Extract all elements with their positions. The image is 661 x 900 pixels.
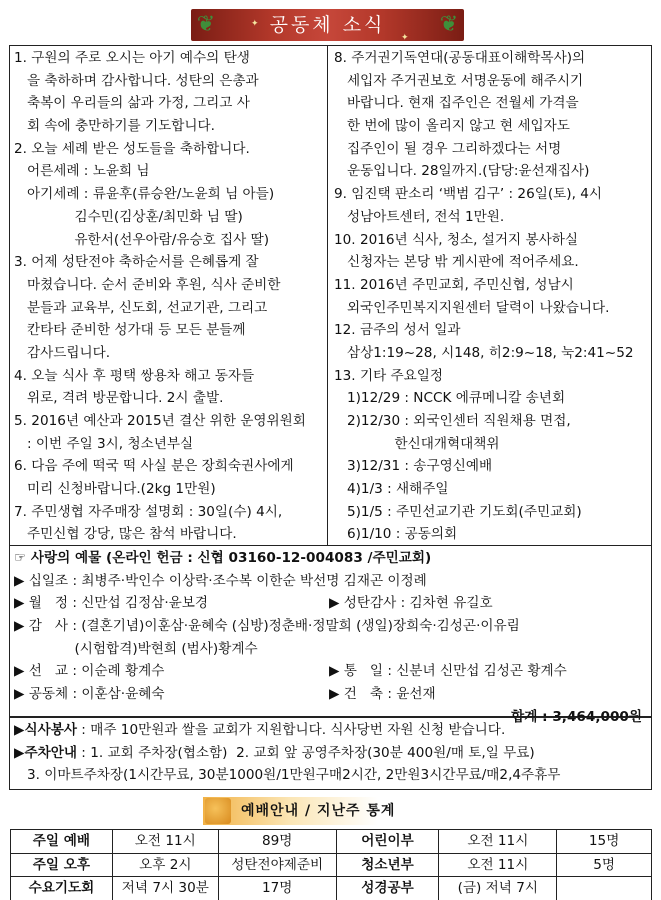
meal-notice-label: ▶식사봉사 <box>14 722 77 738</box>
service-name-cell: 수요기도회 <box>11 877 113 900</box>
worship-title: 예배안내 / 지난주 통계 <box>241 802 396 819</box>
service-info-cell: 오전 11시 <box>112 830 218 854</box>
offering-entry: ▶ 감 사 : (결혼기념)이훈삼·윤혜숙 (심방)정춘배·정말희 (생일)장희숙·김성곤·이유림 <box>14 618 520 635</box>
news-line: 신청자는 본당 밖 게시판에 적어주세요. <box>334 254 579 271</box>
offering-entry: ▶ 월 정 : 신만섭 김정삼·윤보경 <box>14 595 209 612</box>
news-line: 3. 어제 성탄전야 축하순서를 은혜롭게 잘 <box>14 254 259 271</box>
column-divider <box>327 45 328 546</box>
offering-entry: ▶ 십일조 : 최병주·박인수 이상락·조수복 이한순 박선명 김재곤 이정례 <box>14 572 427 589</box>
service-name-cell: 청소년부 <box>336 853 439 877</box>
parking-notice-label: ▶주차안내 <box>14 744 77 761</box>
news-line: 감사드립니다. <box>14 344 111 361</box>
news-line: 아기세례 : 류윤후(류승완/노윤희 님 아들) <box>14 186 275 203</box>
sparkle-icon: ✦ <box>401 33 409 41</box>
news-line: 유한서(선우아람/유승호 집사 딸) <box>14 231 270 248</box>
service-name-cell: 주일 예배 <box>11 830 113 854</box>
news-line: 5)1/5 : 주민선교기관 기도회(주민교회) <box>334 503 582 520</box>
offering-header: ☞ 사랑의 예물 (온라인 헌금 : 신협 03160-12-004083 /주민교회) <box>14 550 432 566</box>
service-info-cell: 성탄전야제준비 <box>218 853 336 877</box>
news-column-right <box>334 47 650 546</box>
news-line: 성남아트센터, 전석 1만원. <box>334 208 505 225</box>
offering-row <box>14 570 650 593</box>
news-line: 1. 구원의 주로 오시는 아기 예수의 탄생 <box>14 50 250 66</box>
news-line: 김수민(김상훈/최민화 님 딸) <box>14 208 243 225</box>
parking-notice-continued: 3. 이마트주차장(1시간무료, 30분1000원/1만원구매2시간, 2만원3시간무료/매2,4주휴무 <box>14 767 561 784</box>
service-info-cell: 15명 <box>557 830 652 854</box>
news-line: 한신대개혁대책위 <box>334 435 500 452</box>
service-info-cell: 저녁 7시 30분 <box>112 877 218 900</box>
service-name-cell: 어린이부 <box>336 830 439 854</box>
page-title-banner <box>191 9 464 41</box>
news-column-left <box>14 47 326 546</box>
news-line: 회 속에 충만하기를 기도합니다. <box>14 118 215 135</box>
ornament-icon <box>205 798 231 824</box>
offering-entry: ▶ 성탄감사 : 김차현 유길호 <box>329 595 493 612</box>
worship-banner <box>203 797 453 825</box>
notice-list <box>14 719 650 787</box>
news-line: 위로, 격려 방문합니다. 2시 출발. <box>14 390 224 407</box>
news-line: 을 축하하며 감사합니다. 성탄의 은총과 <box>14 72 259 89</box>
service-info-cell: (금) 저녁 7시 <box>439 877 557 900</box>
news-line: 10. 2016년 식사, 청소, 설거지 봉사하실 <box>334 231 579 248</box>
offering-row <box>14 592 650 615</box>
news-line: 축복이 우리들의 삶과 가정, 그리고 사 <box>14 95 250 112</box>
sparkle-icon: ✦ <box>251 19 259 29</box>
news-line: 한 번에 많이 올리지 않고 현 세입자도 <box>334 118 570 135</box>
news-line: 분들과 교육부, 신도회, 선교기관, 그리고 <box>14 299 268 316</box>
news-line: 운동입니다. 28일까지.(담당:윤선재집사) <box>334 163 590 180</box>
parking-notice-text: : 1. 교회 주차장(협소함) 2. 교회 앞 공영주차장(30분 400원/매 토,일 무료) <box>76 744 535 761</box>
news-line: 13. 기타 주요일정 <box>334 367 444 384</box>
worship-row <box>11 830 652 854</box>
worship-table <box>10 829 652 900</box>
page-title: 공동체 소식 <box>269 13 386 36</box>
news-line: 주민신협 강당, 많은 참석 바랍니다. <box>14 526 237 543</box>
news-line: 12. 금주의 성서 일과 <box>334 322 461 339</box>
news-line: 마쳤습니다. 순서 준비와 후원, 식사 준비한 <box>14 276 281 293</box>
offering-row <box>14 615 650 638</box>
news-line: 6)1/10 : 공동의회 <box>334 526 458 543</box>
offering-list <box>14 547 650 729</box>
service-info-cell: 오전 11시 <box>439 830 557 854</box>
news-line: 7. 주민생협 자주매장 설명회 : 30일(수) 4시, <box>14 503 283 520</box>
service-info-cell: 17명 <box>218 877 336 900</box>
news-line: 4)1/3 : 새해주일 <box>334 481 449 498</box>
news-line: 바랍니다. 현재 집주인은 전월세 가격을 <box>334 95 579 112</box>
service-info-cell: 89명 <box>218 830 336 854</box>
news-line: 6. 다음 주에 떡국 떡 사실 분은 장희숙권사에게 <box>14 458 294 475</box>
parking-notice <box>14 742 650 765</box>
service-name-cell: 주일 오후 <box>11 853 113 877</box>
news-line: 11. 2016년 주민교회, 주민신협, 성남시 <box>334 276 574 293</box>
worship-row <box>11 877 652 900</box>
news-line: 어른세례 : 노윤희 님 <box>14 163 150 180</box>
service-name-cell: 성경공부 <box>336 877 439 900</box>
service-info-cell: 오전 11시 <box>439 853 557 877</box>
service-info-cell: 오후 2시 <box>112 853 218 877</box>
offering-row <box>14 638 650 661</box>
offering-entry: ▶ 통 일 : 신분녀 신만섭 김성곤 황계수 <box>329 663 567 680</box>
news-line: 3)12/31 : 송구영신예배 <box>334 458 493 475</box>
worship-row <box>11 853 652 877</box>
news-line: 9. 임진택 판소리 ‘백범 김구’ : 26일(토), 4시 <box>334 186 603 203</box>
news-line: 세입자 주거권보호 서명운동에 해주시기 <box>334 72 584 89</box>
holly-decoration-icon: ❦ <box>196 11 216 37</box>
news-line: 2)12/30 : 외국인센터 직원채용 면접, <box>334 413 571 429</box>
news-line: 2. 오늘 세례 받은 성도들을 축하합니다. <box>14 140 250 157</box>
news-line: 삼상1:19~28, 시148, 히2:9~18, 눅2:41~52 <box>334 344 634 361</box>
news-line: 미리 신청바랍니다.(2kg 1만원) <box>14 481 216 498</box>
offering-entry: ▶ 선 교 : 이순례 황계수 <box>14 663 165 680</box>
news-line: 4. 오늘 식사 후 평택 쌍용차 해고 동자들 <box>14 367 255 384</box>
news-line: : 이번 주일 3시, 청소년부실 <box>14 435 194 452</box>
news-line: 칸타타 준비한 성가대 등 모든 분들께 <box>14 322 246 339</box>
meal-notice <box>14 719 650 742</box>
news-line: 1)12/29 : NCCK 에큐메니칼 송년회 <box>334 390 566 407</box>
meal-notice-text: : 매주 10만원과 쌀을 교회가 지원합니다. 식사당번 자원 신청 받습니다. <box>76 722 506 738</box>
offering-entry: (시험합격)박현희 (범사)황계수 <box>14 640 258 657</box>
news-line: 8. 주거권기독연대(공동대표이해학목사)의 <box>334 50 586 66</box>
offering-row <box>14 683 650 706</box>
service-info-cell: 5명 <box>557 853 652 877</box>
offering-row <box>14 660 650 683</box>
offering-entry: ▶ 공동체 : 이훈삼·윤혜숙 <box>14 686 165 703</box>
offering-total: 합계 : 3,464,000원 <box>511 708 642 725</box>
news-line: 외국인주민복지지원센터 달력이 나왔습니다. <box>334 299 610 316</box>
holly-decoration-icon: ❦ <box>439 11 459 37</box>
service-info-cell <box>557 877 652 900</box>
news-line: 5. 2016년 예산과 2015년 결산 위한 운영위원회 <box>14 413 306 429</box>
news-line: 집주인이 될 경우 그리하겠다는 서명 <box>334 140 562 157</box>
offering-entry: ▶ 건 축 : 윤선재 <box>329 686 436 703</box>
